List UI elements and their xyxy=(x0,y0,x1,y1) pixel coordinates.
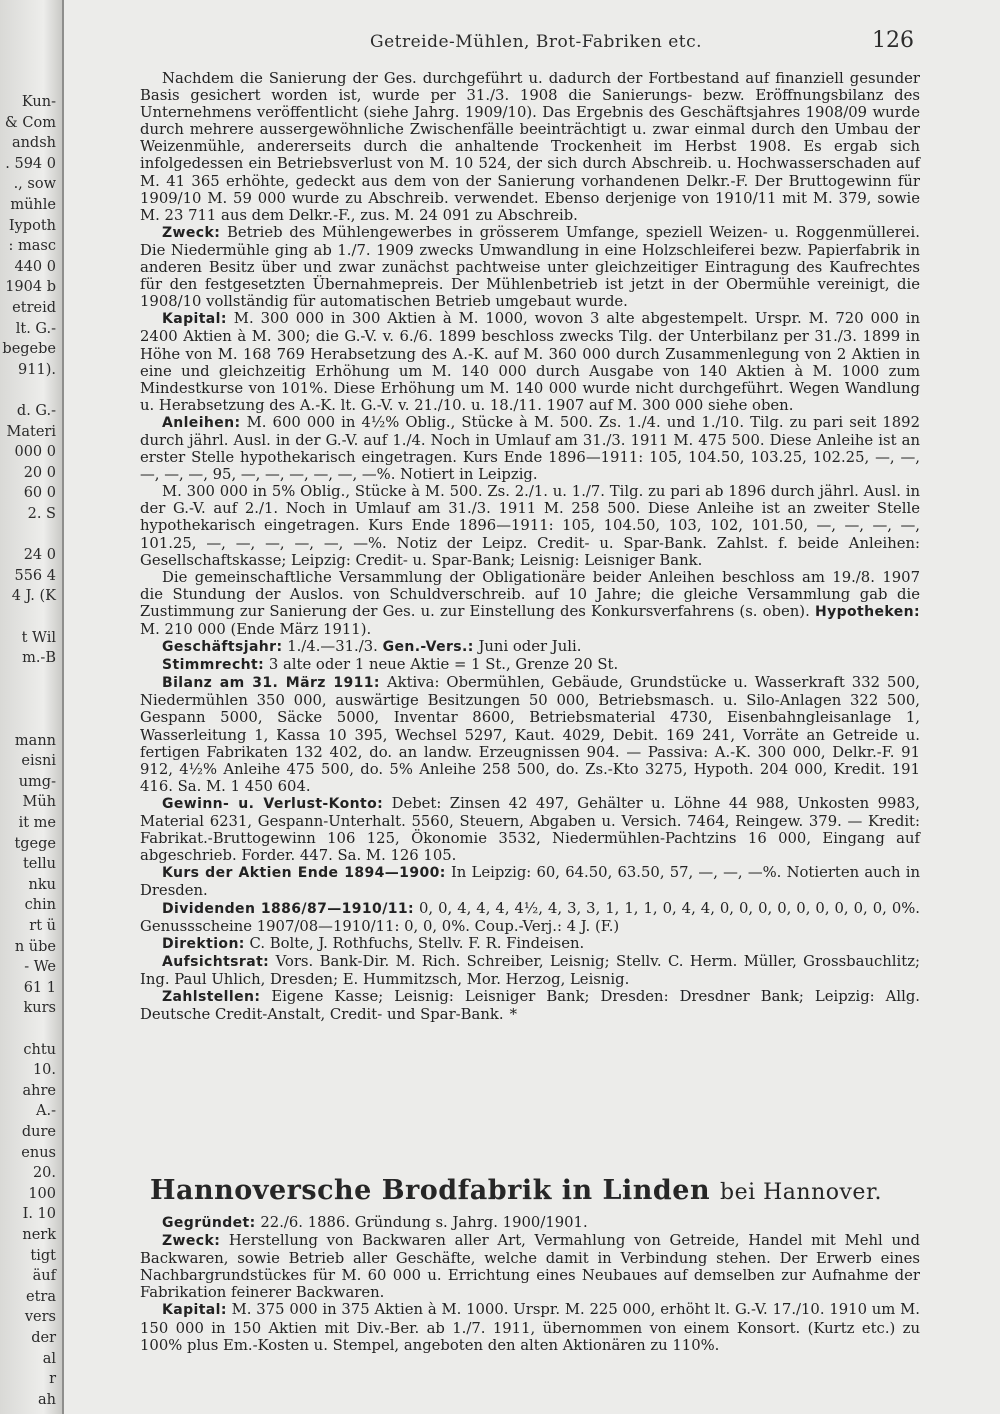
zahlstellen-label: Zahlstellen: xyxy=(162,988,261,1005)
margin-fragment: nerk xyxy=(22,1227,56,1243)
margin-fragment: 60 0 xyxy=(23,485,56,502)
hypotheken-label: Hypotheken: xyxy=(814,603,920,620)
gewinn-verlust-section xyxy=(140,795,920,864)
margin-fragment: 1904 b xyxy=(5,279,56,296)
margin-fragment: ., sow xyxy=(13,176,56,193)
margin-fragment: äuf xyxy=(32,1268,56,1285)
dividenden-label: Dividenden 1886/87—1910/11: xyxy=(162,900,414,917)
margin-fragment: al xyxy=(42,1350,56,1367)
kapital-label: Kapital: xyxy=(162,311,227,328)
anleihen-label: Anleihen: xyxy=(162,414,241,431)
margin-fragment: ah xyxy=(38,1391,56,1408)
margin-fragment: eisni xyxy=(21,753,56,770)
margin-fragment: Kun- xyxy=(21,94,56,110)
company-entry-new xyxy=(140,1214,920,1354)
margin-fragment: Iypoth xyxy=(8,217,56,234)
anleihen-section xyxy=(140,414,920,483)
dividenden-text: 0, 0, 4, 4, 4, 4½, 4, 3, 3, 1, 1, 1, 0, 4, 4, 0, 0, 0, 0, 0, 0, 0, 0, 0, 0%. Genussscheine 1907/08—1910/11: 0, 0, 0%. Coup.-Verj.: 4 J. (F.) xyxy=(140,899,920,935)
margin-fragment: lt. G.- xyxy=(15,320,56,337)
kurs-label: Kurs der Aktien Ende 1894—1900: xyxy=(162,865,446,882)
bilanz-section xyxy=(140,674,920,795)
margin-fragment: 10. xyxy=(32,1062,56,1079)
page-header xyxy=(140,28,930,54)
margin-fragment: 4 J. (K xyxy=(11,588,56,605)
company-title-main: Hannoversche Brodfabrik in Linden xyxy=(150,1175,711,1206)
zweck-section-new xyxy=(140,1232,920,1301)
zweck-label-new: Zweck: xyxy=(162,1233,221,1250)
page-number: 126 xyxy=(872,28,914,53)
zweck-section xyxy=(140,224,920,310)
margin-fragment: 61 1 xyxy=(23,979,56,996)
margin-fragment: A.- xyxy=(36,1103,56,1120)
direktion-label: Direktion: xyxy=(162,935,245,952)
margin-fragment: Materi xyxy=(6,423,56,440)
margin-fragment: 20. xyxy=(32,1165,56,1182)
gegruendet-label: Gegründet: xyxy=(162,1215,256,1231)
zahlstellen-section xyxy=(140,988,920,1023)
gegruendet-text: 22./6. 1886. Gründung s. Jahrg. 1900/1901. xyxy=(260,1214,588,1231)
margin-fragment: - We xyxy=(24,959,56,976)
bilanz-label: Bilanz am 31. März 1911: xyxy=(162,675,380,692)
left-page-margin xyxy=(0,0,64,1414)
margin-fragment: enus xyxy=(21,1144,56,1161)
geschaeftsjahr-text: 1./4.—31./3. xyxy=(287,638,378,656)
margin-fragment: m.-B xyxy=(22,650,56,667)
zahlstellen-text: Eigene Kasse; Leisnig: Leisniger Bank; Dresden: Dresdner Bank; Leipzig: Allg. Deutsche Credit-Anstalt, Credit- und Spar-Bank. xyxy=(140,987,920,1024)
margin-fragment: 000 0 xyxy=(14,444,56,461)
intro-paragraph: Nachdem die Sanierung der Ges. durchgeführt u. dadurch der Fortbestand auf finanziell gesunder Basis gesichert worden ist, wurde per 31./3. 1908 die Sanierungs- bezw. Eröffnungsbilanz des Unternehmens veröffentlicht (siehe Jahrg. 1909/10). Das Ergebnis des Geschäftsjahres 1908/09 wurde durch mehrere aussergewöhnliche Zwischenfälle beeinträchtigt u. zwar einmal durch den Umbau der Weizenmühle, andererseits durch die anhaltende Trockenheit im Herbst 1908. Es ergab sich infolgedessen ein Betriebsverlust von M. 10 524, der sich durch Abschreib. u. Hochwasserschaden auf M. 41 365 erhöhte, gedeckt aus dem von der Sanierung vorhandenen Delkr.-F. Der Bruttogewinn für 1909/10 M. 59 000 wurde zu Abschreib. verwendet. Ebenso derjenige von 1910/11 mit M. 379, sowie M. 23 711 aus dem Delkr.-F., zus. M. 24 091 zu Abschreib. xyxy=(140,70,920,224)
margin-fragment: etra xyxy=(26,1288,56,1305)
kapital-text-new: M. 375 000 in 375 Aktien à M. 1000. Urspr. M. 225 000, erhöht lt. G.-V. 17./10. 1910 um M. 150 000 in 150 Aktien mit Div.-Ber. ab 1./7. 1911, übernommen von einem Konsort. (Kurtz etc.) zu 100% plus Em.-Kosten u. Stempel, angeboten den alten Aktionären zu 110%. xyxy=(140,1301,920,1354)
margin-fragment: andsh xyxy=(11,135,56,152)
zweck-text-new: Herstellung von Backwaren aller Art, Vermahlung von Getreide, Handel mit Mehl und Backwaren, sowie Betrieb aller Geschäfte, welche damit in Verbindung stehen. Der Erwerb eines Nachbargrundstückes für M. 60 000 u. Errichtung eines Neubaues auf demselben zur Aufnahme der Fabrikation feinerer Backwaren. xyxy=(140,1232,920,1302)
margin-fragment: tellu xyxy=(22,856,56,873)
bilanz-text: Aktiva: Obermühlen, Gebäude, Grundstücke u. Wasserkraft 332 500, Niedermühlen 350 000, auswärtige Besitzungen 50 000, Betriebsmasch. u. Silo-Anlagen 322 500, Gespann 5000, Säcke 5000, Inventar 8600, Betriebsmaterial 4730, Eisenbahngleisanlage 1, Wasserleitung 1, Kassa 10 395, Wechsel 5297, Kaut. 4029, Debit. 169 241, Vorräte an Getreide u. fertigen Fabrikaten 132 402, do. an landw. Erzeugnissen 904. — Passiva: A.-K. 300 000, Delkr.-F. 91 912, 4½% Anleihe 475 500, do. 5% Anleihe 258 500, do. Zs.-Kto 3275, Hypoth. 204 000, Kredit. 191 416. Sa. M. 1 450 604. xyxy=(140,674,920,795)
margin-fragment: r xyxy=(49,1371,56,1388)
zweck-label: Zweck: xyxy=(162,224,221,241)
margin-fragment: tigt xyxy=(30,1247,56,1264)
kurs-text: In Leipzig: 60, 64.50, 63.50, 57, —, —, —%. Notierten auch in Dresden. xyxy=(140,864,920,900)
margin-fragment: chtu xyxy=(23,1041,56,1058)
margin-fragment: vers xyxy=(24,1309,56,1326)
company-entry-continued xyxy=(140,70,920,1023)
margin-fragment: nku xyxy=(28,876,56,893)
gewinn-verlust-text: Debet: Zinsen 42 497, Gehälter u. Löhne 44 988, Unkosten 9983, Material 6231, Gespann-Unterhalt. 5560, Steuern, Abgaben u. Versich. 7464, Reingew. 379. — Kredit: Fabrikat.-Bruttogewinn 106 125, Ökonomie 3532, Niedermühlen-Pachtzins 16 000, Eingang auf abgeschrieb. Forder. 447. Sa. M. 126 105. xyxy=(140,794,920,865)
genvers-label: Gen.-Vers.: xyxy=(382,639,474,656)
geschaeftsjahr-label: Geschäftsjahr: xyxy=(162,639,283,656)
stimmrecht-label: Stimmrecht: xyxy=(162,657,265,674)
margin-fragment: der xyxy=(31,1330,56,1346)
margin-fragment: d. G.- xyxy=(16,403,56,419)
margin-fragment: kurs xyxy=(23,1000,56,1017)
kapital-label-new: Kapital: xyxy=(162,1302,227,1319)
hypotheken-text: M. 210 000 (Ende März 1911). xyxy=(140,621,372,638)
stimmrecht-line xyxy=(140,656,920,674)
margin-fragment: begebe xyxy=(2,341,56,358)
company-title xyxy=(150,1175,920,1206)
margin-fragment: 20 0 xyxy=(23,464,56,481)
margin-fragment: 440 0 xyxy=(14,258,56,275)
genvers-text: Juni oder Juli. xyxy=(478,638,582,656)
zweck-text: Betrieb des Mühlengewerbes in grösserem Umfange, speziell Weizen- u. Roggenmüllerei. Die Niedermühle ging ab 1./7. 1909 zwecks Umwandlung in eine Holzschleiferei bezw. Papierfabrik in anderen Besitz über und zwar zunächst pachtweise unter gleichzeitiger Eintragung des Kaufrechtes für den festgesetzten Übernahmepreis. Der Mühlenbetrieb ist jetzt in der Obermühle vereinigt, die 1908/10 vollständig für automatischen Betrieb umgebaut wurde. xyxy=(140,223,920,311)
margin-fragment: mühle xyxy=(10,197,56,213)
versammlung-paragraph xyxy=(140,569,920,638)
margin-fragment: mann xyxy=(14,732,56,749)
kurs-section xyxy=(140,864,920,899)
dividenden-section xyxy=(140,900,920,935)
direktion-line xyxy=(140,935,920,953)
company-title-suffix: bei Hannover. xyxy=(719,1180,883,1205)
margin-fragment: & Com xyxy=(4,114,56,131)
margin-fragment: umg- xyxy=(18,773,56,790)
margin-fragment: etreid xyxy=(12,300,56,316)
anleihen-second-paragraph: M. 300 000 in 5% Oblig., Stücke à M. 500. Zs. 2./1. u. 1./7. Tilg. zu pari ab 1896 durch jährl. Ausl. in der G.-V. auf 2./1. Noch in Umlauf am 31./3. 1911 M. 258 500. Diese Anleihe ist an zweiter Stelle hypothekarisch eingetragen. Kurs Ende 1896—1911: 105, 104.50, 103, 102, 101.50, —, —, —, —, 101.25, —, —, —, —, —, —%. Notiz der Leipz. Credit- u. Spar-Bank. Zahlst. f. beide Anleihen: Gesellschaftskasse; Leipzig: Credit- u. Spar-Bank; Leisnig: Leisniger Bank. xyxy=(140,483,920,569)
direktion-text: C. Bolte, J. Rothfuchs, Stellv. F. R. Findeisen. xyxy=(249,934,585,952)
margin-fragment: Müh xyxy=(22,794,56,811)
aufsichtsrat-label: Aufsichtsrat: xyxy=(162,953,270,970)
kapital-section xyxy=(140,310,920,414)
margin-fragment: n übe xyxy=(14,938,56,955)
margin-fragment: dure xyxy=(21,1124,56,1140)
margin-fragment: 2. S xyxy=(27,506,56,522)
margin-fragment: it me xyxy=(18,815,56,831)
aufsichtsrat-text: Vors. Bank-Dir. M. Rich. Schreiber, Leisnig; Stellv. C. Herm. Müller, Grossbauchlitz; Ing. Paul Uhlich, Dresden; E. Hummitzsch, Mor. Herzog, Leisnig. xyxy=(140,952,920,988)
margin-fragment: ahre xyxy=(22,1082,56,1099)
gewinn-verlust-label: Gewinn- u. Verlust-Konto: xyxy=(162,795,384,812)
kapital-text: M. 300 000 in 300 Aktien à M. 1000, wovon 3 alte abgestempelt. Urspr. M. 720 000 in 2400 Aktien à M. 300; die G.-V. v. 6./6. 1899 beschloss zwecks Tilg. der Unterbilanz per 31./3. 1899 in Höhe von M. 168 769 Herabsetzung des A.-K. auf M. 360 000 durch Zusammenlegung von 2 Aktien in eine und gleichzeitig Erhöhung um M. 140 000 durch Ausgabe von 140 Aktien à M. 1000 zum Mindestkurse von 101%. Diese Erhöhung um M. 140 000 wurde nicht durchgeführt. Wegen Wandlung u. Herabsetzung des A.-K. lt. G.-V. v. 21./10. u. 18./11. 1907 auf M. 300 000 siehe oben. xyxy=(140,310,920,414)
gegruendet-line xyxy=(140,1214,920,1232)
margin-fragment: t Wil xyxy=(21,629,56,646)
margin-fragment: 100 xyxy=(28,1185,56,1202)
stimmrecht-text: 3 alte oder 1 neue Aktie = 1 St., Grenze 20 St. xyxy=(268,656,619,674)
margin-fragment: chin xyxy=(24,897,56,914)
margin-fragment: : masc xyxy=(8,238,56,255)
margin-fragment: I. 10 xyxy=(22,1206,56,1223)
versammlung-text: Die gemeinschaftliche Versammlung der Obligationäre beider Anleihen beschloss am 19./8. 1907 die Stundung der Auslos. von Schuldverschreib. auf 10 Jahre; die gleiche Versammlung gab die Zustimmung zur Sanierung der Ges. u. zur Einstellung des Konkursverfahrens (s. oben). xyxy=(140,568,920,620)
margin-fragment: 911). xyxy=(18,361,56,378)
running-title: Getreide-Mühlen, Brot-Fabriken etc. xyxy=(370,32,703,52)
margin-fragment: 556 4 xyxy=(14,567,56,584)
geschaeftsjahr-line xyxy=(140,638,920,656)
margin-fragment: . 594 0 xyxy=(5,155,56,172)
footnote-mark: * xyxy=(509,1006,517,1024)
margin-fragment: tgege xyxy=(14,835,56,852)
margin-fragment: 24 0 xyxy=(23,547,56,564)
aufsichtsrat-section xyxy=(140,953,920,988)
margin-fragment: rt ü xyxy=(29,918,56,934)
anleihen-text-first: M. 600 000 in 4½% Oblig., Stücke à M. 500. Zs. 1./4. und 1./10. Tilg. zu pari seit 1892 durch jährl. Ausl. in der G.-V. auf 1./4. Noch in Umlauf am 31./3. 1911 M. 475 500. Diese Anleihe ist an erster Stelle hypothekarisch eingetragen. Kurs Ende 1896—1911: 105, 104.50, 103.25, 102.25, —, —, —, —, —, 95, —, —, —, —, —, —%. Notiert in Leipzig. xyxy=(140,413,920,484)
kapital-section-new xyxy=(140,1301,920,1353)
